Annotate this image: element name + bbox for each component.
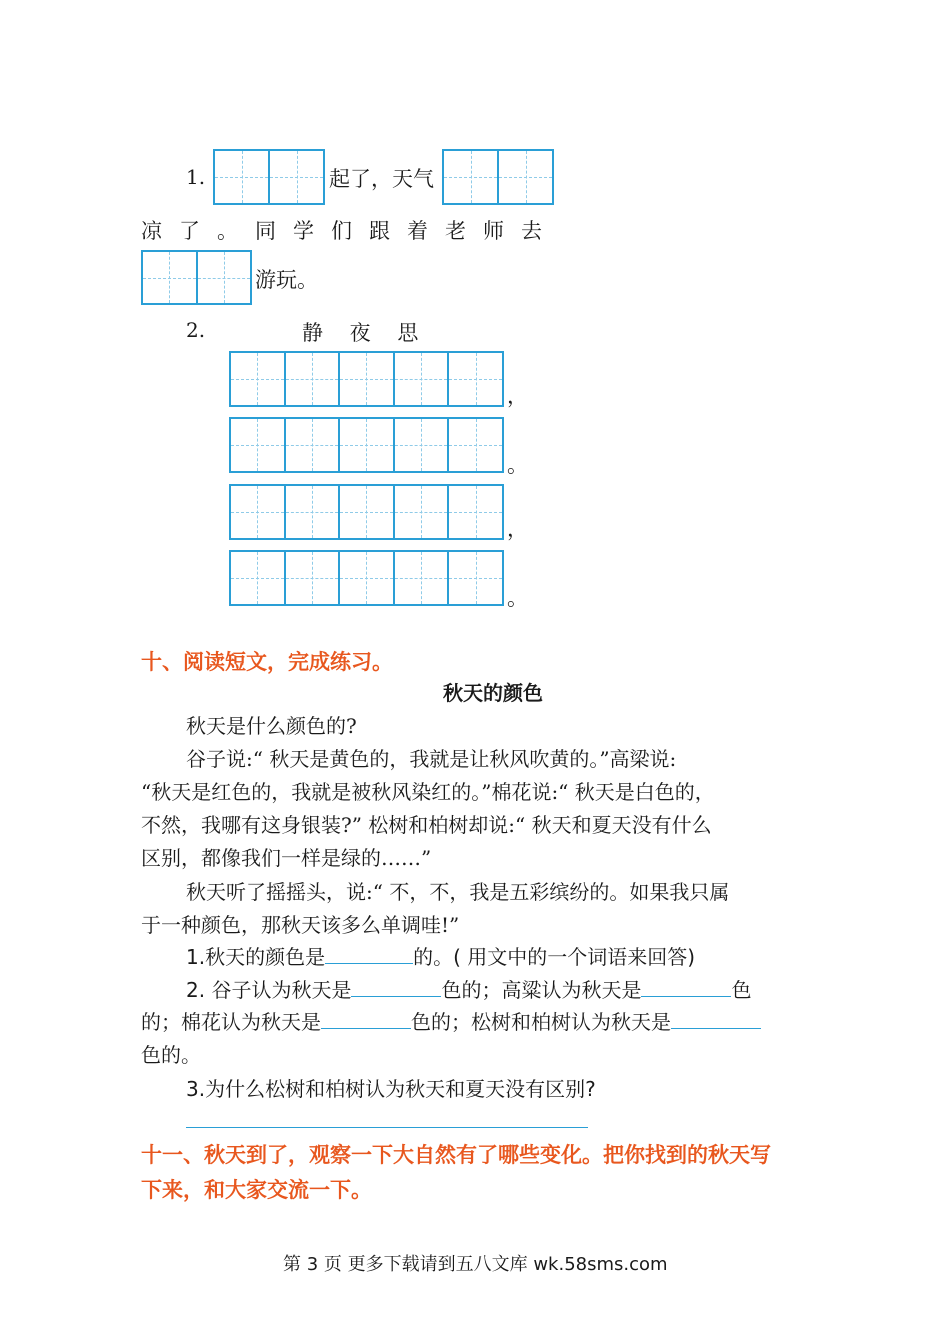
grid-cell[interactable] xyxy=(286,486,341,538)
page-footer: 第 3 页 更多下载请到五八文库 wk.58sms.com xyxy=(283,1254,668,1275)
answer-blank-guzi[interactable] xyxy=(351,976,441,997)
grid-cell[interactable] xyxy=(395,552,450,604)
question-1 xyxy=(186,941,695,970)
grid-cell[interactable] xyxy=(340,486,395,538)
grid-cell[interactable] xyxy=(198,252,251,303)
question-1-text-b: 的。( 用文中的一个词语来回答) xyxy=(413,945,696,969)
question-2-line1 xyxy=(186,974,751,1003)
grid-cell[interactable] xyxy=(286,552,341,604)
passage-title: 秋天的颜色 xyxy=(443,681,543,705)
grid-cell[interactable] xyxy=(340,552,395,604)
passage-p2-line3: 不然，我哪有这身银装?” 松树和柏树却说:“ 秋天和夏天没有什么 xyxy=(141,813,712,837)
poem-title: 静 夜 思 xyxy=(302,321,429,345)
q1-text-b: 凉了。同学们跟着老师去 xyxy=(141,219,559,243)
answer-blank-mianhua[interactable] xyxy=(321,1008,411,1029)
grid-cell[interactable] xyxy=(340,419,395,471)
question-2-line2 xyxy=(141,1006,761,1035)
passage-p2-line1: 谷子说:“ 秋天是黄色的，我就是让秋风吹黄的。”高梁说: xyxy=(186,747,677,771)
grid-cell[interactable] xyxy=(449,419,502,471)
passage-p2-line2: “秋天是红色的，我就是被秋风染红的。”棉花说:“ 秋天是白色的， xyxy=(141,780,715,804)
grid-cell[interactable] xyxy=(231,486,286,538)
grid-cell[interactable] xyxy=(395,419,450,471)
grid-cell[interactable] xyxy=(499,151,552,203)
question-3: 3.为什么松树和柏树认为秋天和夏天没有区别? xyxy=(186,1077,596,1101)
grid-cell[interactable] xyxy=(286,353,341,405)
q1-number: 1. xyxy=(186,165,206,189)
grid-cell[interactable] xyxy=(231,419,286,471)
grid-cell[interactable] xyxy=(143,252,198,303)
grid-cell[interactable] xyxy=(286,419,341,471)
grid-cell[interactable] xyxy=(231,552,286,604)
writing-grid-2[interactable] xyxy=(442,149,554,205)
passage-p3-line2: 于一种颜色，那秋天该多么单调哇!” xyxy=(141,913,460,937)
writing-grid-1[interactable] xyxy=(213,149,325,205)
grid-cell[interactable] xyxy=(444,151,499,203)
grid-cell[interactable] xyxy=(395,486,450,538)
poem-grid-line-2[interactable] xyxy=(229,417,504,473)
grid-cell[interactable] xyxy=(449,353,502,405)
answer-line-q3[interactable] xyxy=(186,1127,588,1128)
question-2-text-b: 色的；高粱认为秋天是 xyxy=(441,978,642,1002)
answer-blank-gaoliang[interactable] xyxy=(641,976,731,997)
grid-cell[interactable] xyxy=(215,151,270,203)
poem-grid-line-1[interactable] xyxy=(229,351,504,407)
answer-blank-songshu[interactable] xyxy=(671,1008,761,1029)
question-2-text-e: 色的；松树和柏树认为秋天是 xyxy=(411,1010,671,1034)
poem-punct-4: 。 xyxy=(507,586,528,610)
question-2-text-d: 的；棉花认为秋天是 xyxy=(141,1010,321,1034)
poem-punct-3: ， xyxy=(507,517,528,541)
section-11-line1: 十一、秋天到了，观察一下大自然有了哪些变化。把你找到的秋天写 xyxy=(141,1143,771,1167)
q2-number: 2. xyxy=(186,318,206,342)
grid-cell[interactable] xyxy=(395,353,450,405)
passage-p1: 秋天是什么颜色的? xyxy=(186,714,357,738)
question-1-text-a: 1.秋天的颜色是 xyxy=(186,945,326,969)
question-2-text-f: 色的。 xyxy=(141,1043,201,1067)
section-11-line2: 下来，和大家交流一下。 xyxy=(141,1178,372,1202)
poem-grid-line-4[interactable] xyxy=(229,550,504,606)
writing-grid-3[interactable] xyxy=(141,250,252,305)
grid-cell[interactable] xyxy=(449,552,502,604)
question-2-text-a: 2. 谷子认为秋天是 xyxy=(186,978,352,1002)
q1-text-a: 起了，天气 xyxy=(329,167,434,191)
answer-blank-color[interactable] xyxy=(325,943,413,964)
passage-p3-line1: 秋天听了摇摇头，说:“ 不，不，我是五彩缤纷的。如果我只属 xyxy=(186,880,730,904)
grid-cell[interactable] xyxy=(231,353,286,405)
grid-cell[interactable] xyxy=(449,486,502,538)
poem-punct-1: ， xyxy=(507,384,528,408)
section-10-heading: 十、阅读短文，完成练习。 xyxy=(141,650,393,674)
grid-cell[interactable] xyxy=(270,151,323,203)
grid-cell[interactable] xyxy=(340,353,395,405)
question-2-text-c: 色 xyxy=(731,978,752,1002)
poem-grid-line-3[interactable] xyxy=(229,484,504,540)
poem-punct-2: 。 xyxy=(507,453,528,477)
passage-p2-line4: 区别，都像我们一样是绿的……” xyxy=(141,846,432,870)
q1-text-c: 游玩。 xyxy=(255,268,318,292)
